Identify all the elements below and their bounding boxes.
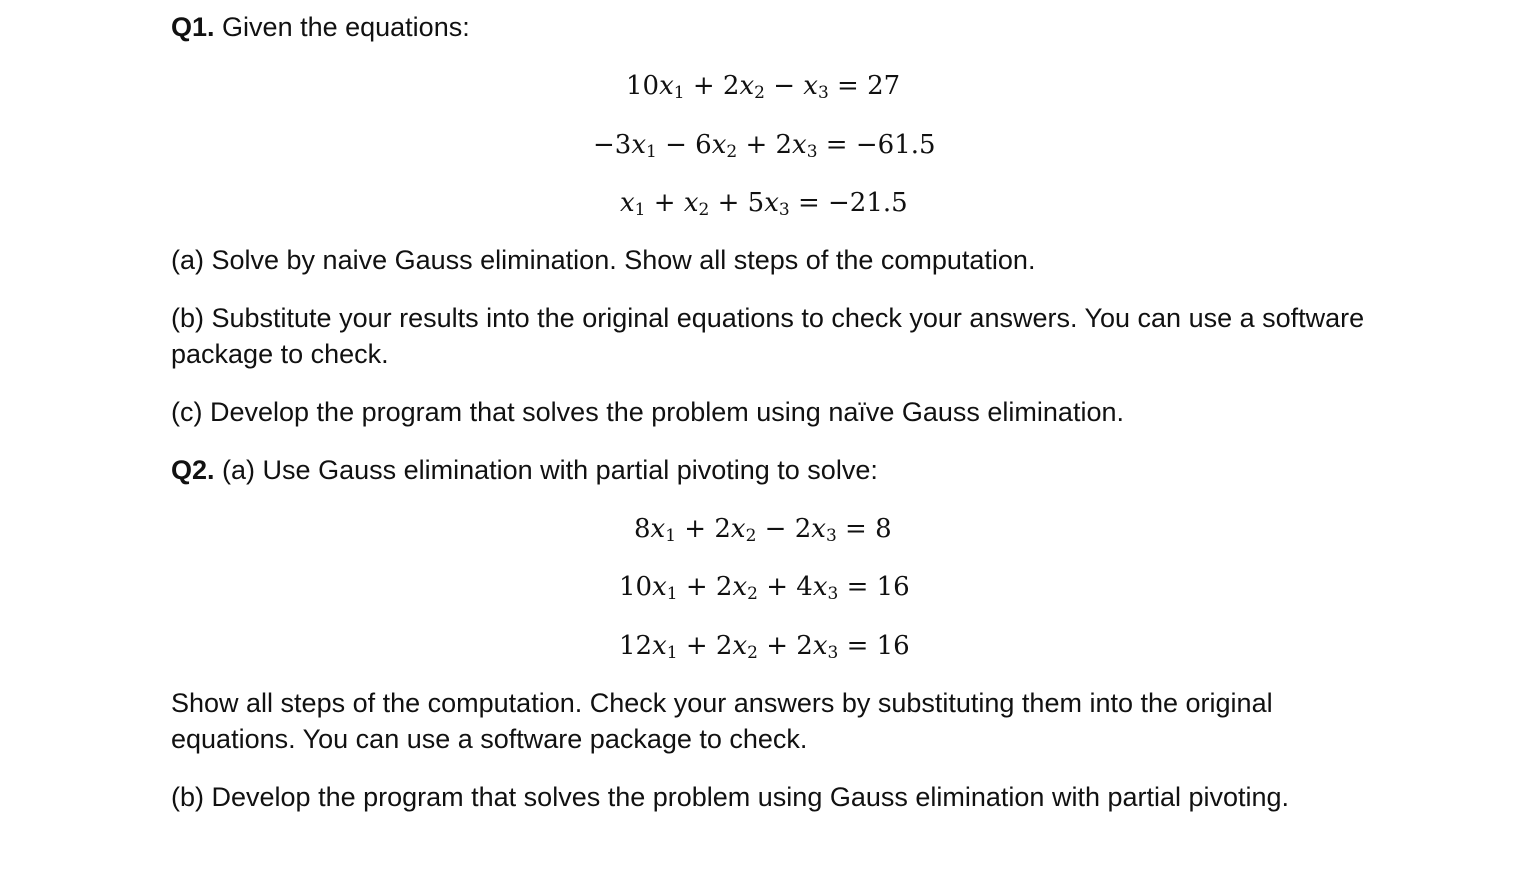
q1-equation-1: $10x_1 + 2x_2 - x_3 = 27$: [626, 71, 901, 103]
q2-part-b: (b) Develop the program that solves the problem using Gauss elimination with partial pivoting.: [171, 782, 1290, 812]
q2-intro: (a) Use Gauss elimination with partial pivoting to solve:: [222, 455, 878, 485]
q2-equation-1: $8x_1 + 2x_2 - 2x_3 = 8$: [634, 514, 892, 546]
q1-intro: Given the equations:: [222, 12, 470, 42]
q1-equation-2: $-3x_1 - 6x_2 + 2x_3 = -61.5$: [593, 130, 936, 162]
q2-equation-2: $10x_1 + 2x_2 + 4x_3 = 16$: [619, 572, 910, 604]
q2-heading: [171, 452, 1386, 488]
q1-number: Q1.: [171, 12, 215, 42]
q1-part-a: (a) Solve by naive Gauss elimination. Show all steps of the computation.: [171, 245, 1036, 275]
q2-instructions: Show all steps of the computation. Check your answers by substituting them into the original equations. You can use a software package to check.: [171, 688, 1273, 754]
q1-part-b: (b) Substitute your results into the original equations to check your answers. You can use a software package to check.: [171, 303, 1365, 369]
q2-number: Q2.: [171, 455, 215, 485]
q1-equation-3: $x_1 + x_2 + 5x_3 = -21.5$: [620, 188, 908, 220]
q2-equation-3: $12x_1 + 2x_2 + 2x_3 = 16$: [619, 631, 910, 663]
q1-part-c: (c) Develop the program that solves the problem using naïve Gauss elimination.: [171, 397, 1124, 427]
q1-heading: [171, 9, 1386, 45]
